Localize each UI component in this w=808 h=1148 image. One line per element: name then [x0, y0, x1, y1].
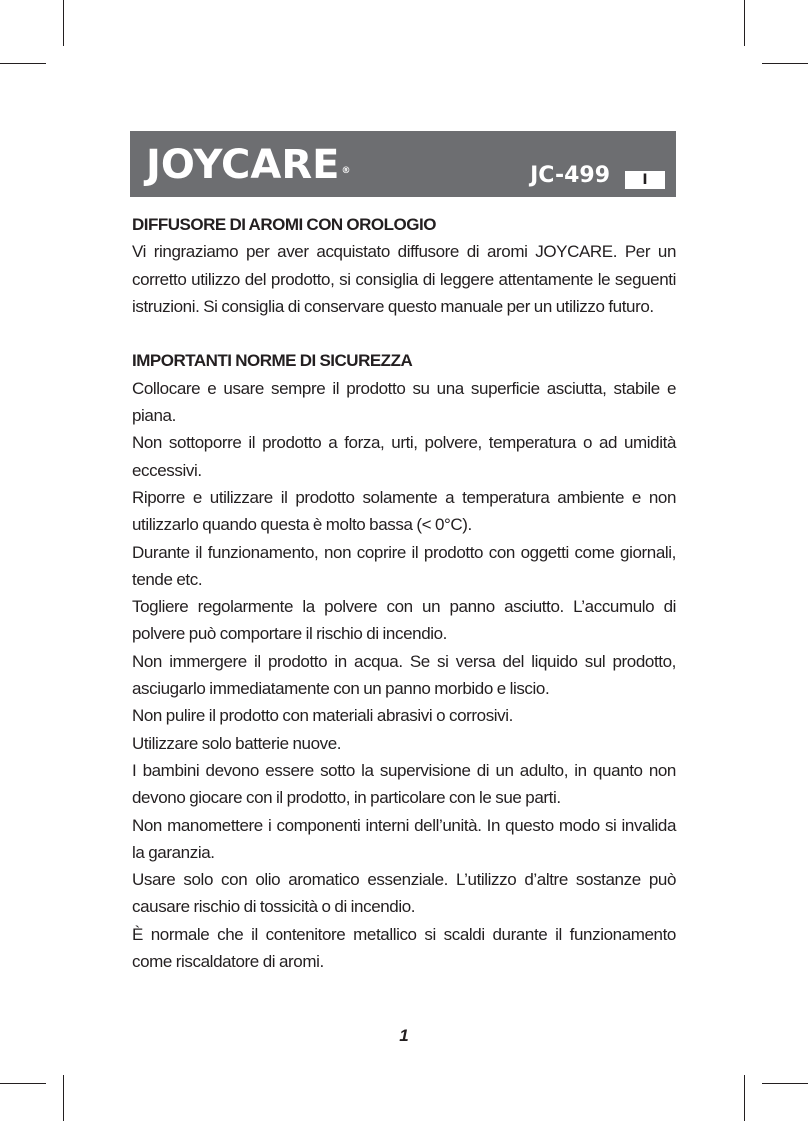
section-title: DIFFUSORE DI AROMI CON OROLOGIO	[132, 215, 436, 234]
safety-paragraph: Collocare e usare sempre il prodotto su una superficie asciutta, stabile e piana.	[132, 378, 676, 426]
registered-mark: ®	[341, 166, 351, 176]
header-banner	[130, 131, 676, 197]
crop-mark-top-left	[63, 0, 64, 46]
model-number: JC-499	[530, 163, 610, 188]
intro-paragraph: Vi ringraziamo per aver acquistato diffusore di aromi JOYCARE. Per un corretto utilizzo del prodotto, si consiglia di leggere attentamente le seguenti istruzioni. Si consiglia di conservare questo manuale per un utilizzo futuro.	[132, 242, 676, 316]
section-title: IMPORTANTI NORME DI SICUREZZA	[132, 351, 413, 371]
page-number: 1	[399, 1026, 409, 1045]
safety-paragraph: Non immergere il prodotto in acqua. Se si versa del liquido sul prodotto, asciugarlo immediatamente con un panno morbido e liscio.	[132, 651, 676, 699]
document-body	[132, 211, 676, 975]
safety-paragraph: Durante il funzionamento, non coprire il prodotto con oggetti come giornali, tende etc.	[132, 542, 676, 589]
safety-paragraph: Non manomettere i componenti interni dell’unità. In questo modo si invalida la garanzia.	[132, 815, 676, 862]
language-badge: I	[625, 171, 665, 189]
brand-logo-text: JOYCARE	[146, 142, 340, 188]
section-spacer	[132, 320, 676, 347]
crop-mark-top-left-horizontal	[0, 63, 46, 64]
brand-logo	[146, 141, 350, 189]
crop-mark-bottom-right	[744, 1075, 745, 1121]
safety-paragraph: Usare solo con olio aromatico essenziale. L’utilizzo d’altre sostanze può causare rischio di tossicità o di incendio.	[132, 870, 676, 917]
safety-paragraph: Non sottoporre il prodotto a forza, urti, polvere, temperatura o ad umidità eccessivi.	[132, 433, 676, 480]
crop-mark-top-right-horizontal	[762, 63, 808, 64]
crop-mark-bottom-left-horizontal	[0, 1083, 46, 1084]
safety-paragraph: Utilizzare solo batterie nuove.	[132, 733, 342, 753]
safety-paragraph: È normale che il contenitore metallico si scaldi durante il funzionamento come riscaldatore di aromi.	[132, 924, 676, 972]
safety-paragraph: Riporre e utilizzare il prodotto solamente a temperatura ambiente e non utilizzarlo quando questa è molto bassa (< 0°C).	[132, 487, 676, 535]
safety-paragraph: Togliere regolarmente la polvere con un panno asciutto. L’accumulo di polvere può comportare il rischio di incendio.	[132, 597, 676, 644]
crop-mark-bottom-left	[63, 1075, 64, 1121]
safety-paragraph: Non pulire il prodotto con materiali abrasivi o corrosivi.	[132, 706, 513, 726]
crop-mark-top-right	[744, 0, 745, 46]
crop-mark-bottom-right-horizontal	[762, 1083, 808, 1084]
safety-paragraph: I bambini devono essere sotto la supervisione di un adulto, in quanto non devono giocare con il prodotto, in particolare con le sue parti.	[132, 760, 676, 808]
